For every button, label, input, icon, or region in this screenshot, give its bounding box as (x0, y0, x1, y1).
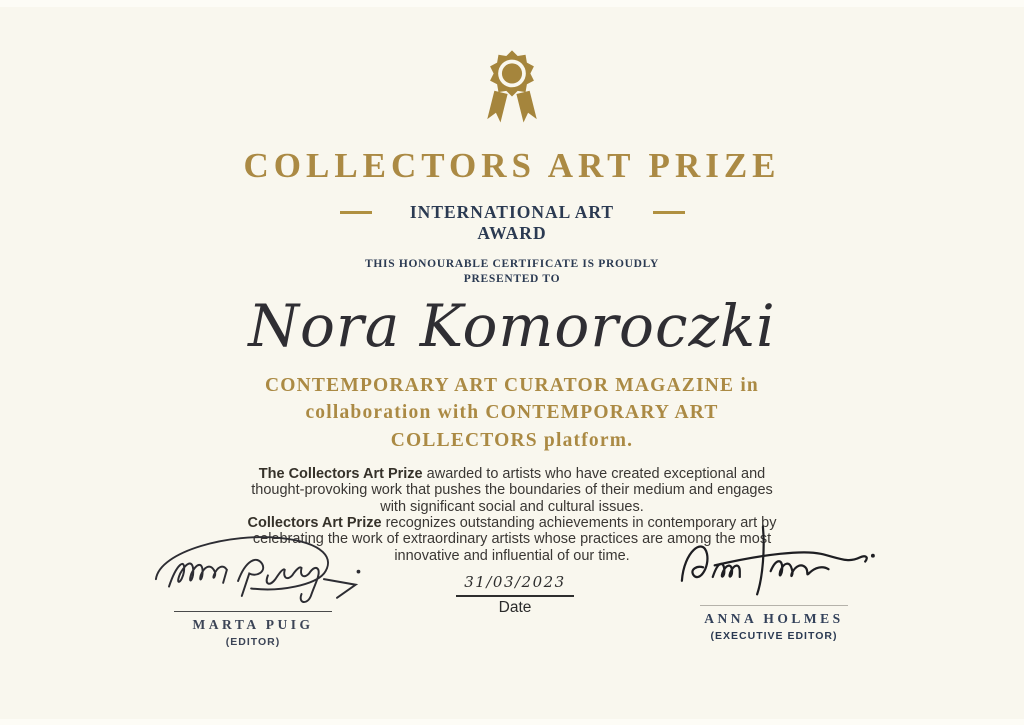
marta-puig-signature-icon (123, 525, 383, 609)
executive-editor-role: (EXECUTIVE EDITOR) (710, 630, 838, 642)
signature-block-executive-editor (645, 521, 903, 642)
award-name-bold-2: Collectors Art Prize (247, 515, 382, 532)
signature-block-editor (88, 525, 418, 648)
award-description-p1-rest: awarded to artists who have created exceptional and thought-provoking work that pushes the boundaries of their medium and engages with significant social and cultural issues. (251, 465, 773, 515)
date-label: Date (498, 599, 532, 616)
presented-line: THIS HONOURABLE CERTIFICATE IS PROUDLY PRESENTED TO (365, 258, 659, 285)
date-value: 31/03/2023 (464, 573, 566, 591)
editor-signature-line (174, 611, 332, 612)
date-block (424, 573, 606, 617)
award-description-p1 (240, 466, 785, 515)
executive-editor-signature-line (700, 605, 848, 606)
editor-name: MARTA PUIG (192, 617, 314, 632)
medal-wrap (0, 42, 1024, 128)
editor-role: (EDITOR) (225, 636, 281, 648)
award-rosette-icon (480, 42, 544, 128)
subtitle-dash-left-icon (340, 211, 372, 214)
subtitle-row (0, 202, 1024, 243)
organization-text: CONTEMPORARY ART CURATOR MAGAZINE in collaboration with CONTEMPORARY ART COLLECTORS platform. (265, 375, 759, 451)
anna-holmes-signature-icon (662, 521, 887, 603)
date-line (456, 595, 574, 597)
certificate-title: COLLECTORS ART PRIZE (243, 146, 781, 185)
award-name-bold: The Collectors Art Prize (258, 465, 423, 482)
certificate-subtitle: INTERNATIONAL ART AWARD (409, 202, 615, 243)
subtitle-dash-right-icon (653, 211, 685, 214)
recipient-name: Nora Komoroczki (248, 292, 776, 361)
award-description-p2-rest: recognizes outstanding achievements in contemporary art by celebrating the work of extraordinary artists whose practices are among the most innovative and influential of our time. (252, 515, 777, 564)
executive-editor-name: ANNA HOLMES (704, 611, 844, 626)
